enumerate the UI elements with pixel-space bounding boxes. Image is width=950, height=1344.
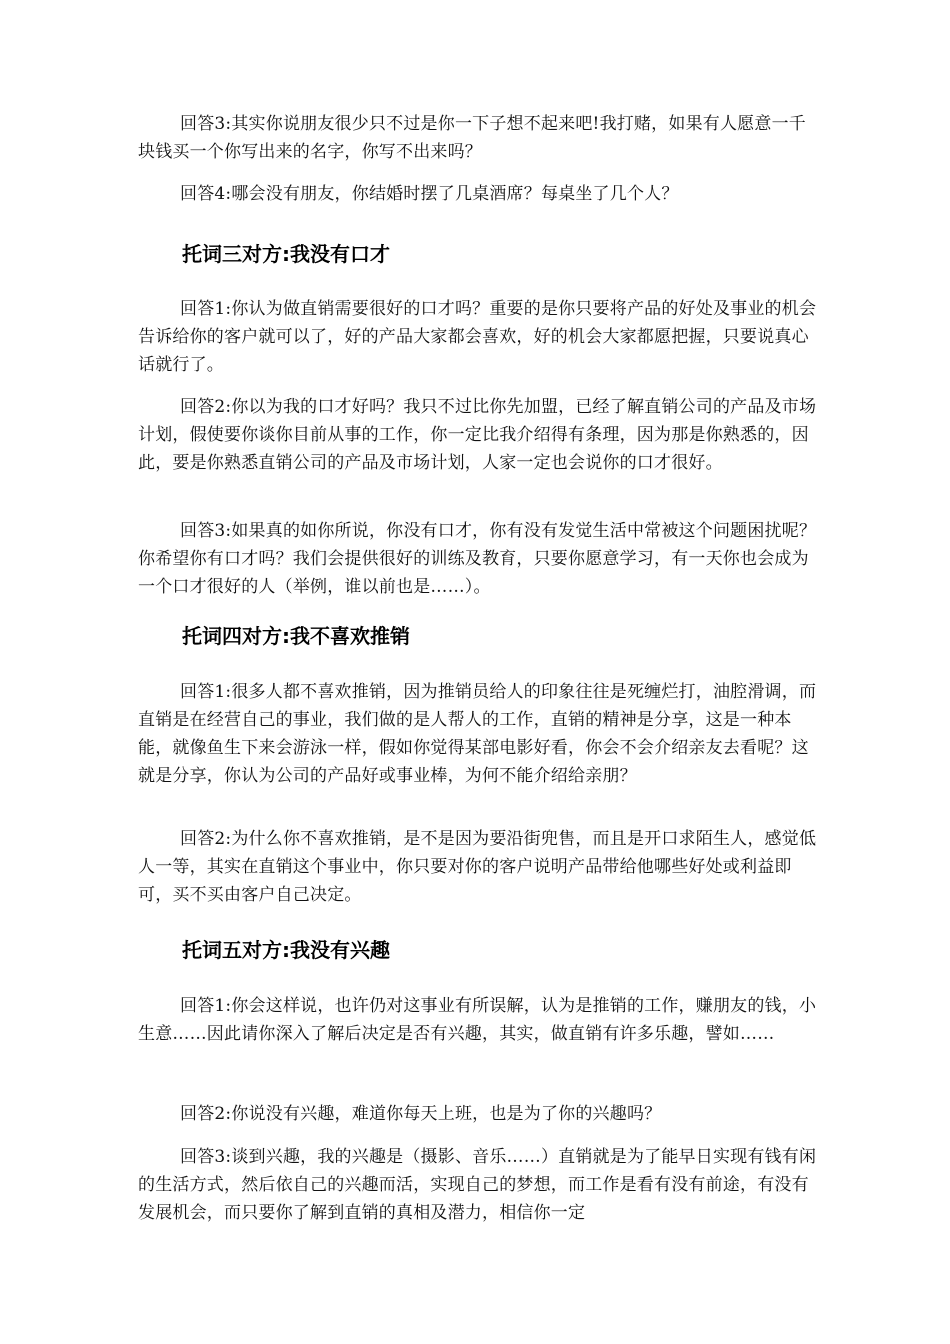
section-heading-no-interest: 托词五对方:我没有兴趣: [182, 938, 390, 962]
answer-4-friends: 回答4:哪会没有朋友，你结婚时摆了几桌酒席？每桌坐了几个人？: [180, 184, 679, 204]
section-heading-dislike-selling: 托词四对方:我不喜欢推销: [182, 624, 410, 648]
answer-3-friends: 回答3:其实你说朋友很少只不过是你一下子想不起来吧!我打赌，如果有人愿意一千块钱买一个你写出来的名字，你写不出来吗？: [138, 114, 806, 162]
answer-2-eloquence: 回答2:你以为我的口才好吗？我只不过比你先加盟，已经了解直销公司的产品及市场计划，假使要你谈你目前从事的工作，你一定比我介绍得有条理，因为那是你熟悉的，因此，要是你熟悉直销公司的产品及市场计划，人家一定也会说你的口才很好。: [138, 397, 817, 473]
answer-1-selling: 回答1:很多人都不喜欢推销，因为推销员给人的印象往往是死缠烂打，油腔滑调，而直销是在经营自己的事业，我们做的是人帮人的工作，直销的精神是分享，这是一种本能，就像鱼生下来会游泳一样，假如你觉得某部电影好看，你会不会介绍亲友去看呢？这就是分享，你认为公司的产品好或事业棒，为何不能介绍给亲朋？: [138, 682, 817, 786]
answer-2-selling: 回答2:为什么你不喜欢推销，是不是因为要沿街兜售，而且是开口求陌生人，感觉低人一等，其实在直销这个事业中，你只要对你的客户说明产品带给他哪些好处或利益即可，买不买由客户自己决定。: [138, 829, 817, 905]
section-heading-no-eloquence: 托词三对方:我没有口才: [182, 242, 390, 266]
answer-3-eloquence: 回答3:如果真的如你所说，你没有口才，你有没有发觉生活中常被这个问题困扰呢？你希望你有口才吗？我们会提供很好的训练及教育，只要你愿意学习，有一天你也会成为一个口才很好的人（举例，谁以前也是……）。: [138, 521, 817, 597]
answer-1-eloquence: 回答1:你认为做直销需要很好的口才吗？重要的是你只要将产品的好处及事业的机会告诉给你的客户就可以了，好的产品大家都会喜欢，好的机会大家都愿把握，只要说真心话就行了。: [138, 299, 817, 375]
answer-2-interest: 回答2:你说没有兴趣，难道你每天上班，也是为了你的兴趣吗？: [180, 1104, 662, 1124]
answer-3-interest: 回答3:谈到兴趣，我的兴趣是（摄影、音乐……）直销就是为了能早日实现有钱有闲的生活方式，然后依自己的兴趣而活，实现自己的梦想，而工作是看有没有前途，有没有发展机会，而只要你了解到直销的真相及潜力，相信你一定: [138, 1147, 817, 1223]
answer-1-interest: 回答1:你会这样说，也许仍对这事业有所误解，认为是推销的工作，赚朋友的钱，小生意……因此请你深入了解后决定是否有兴趣，其实，做直销有许多乐趣，譬如……: [138, 996, 817, 1044]
